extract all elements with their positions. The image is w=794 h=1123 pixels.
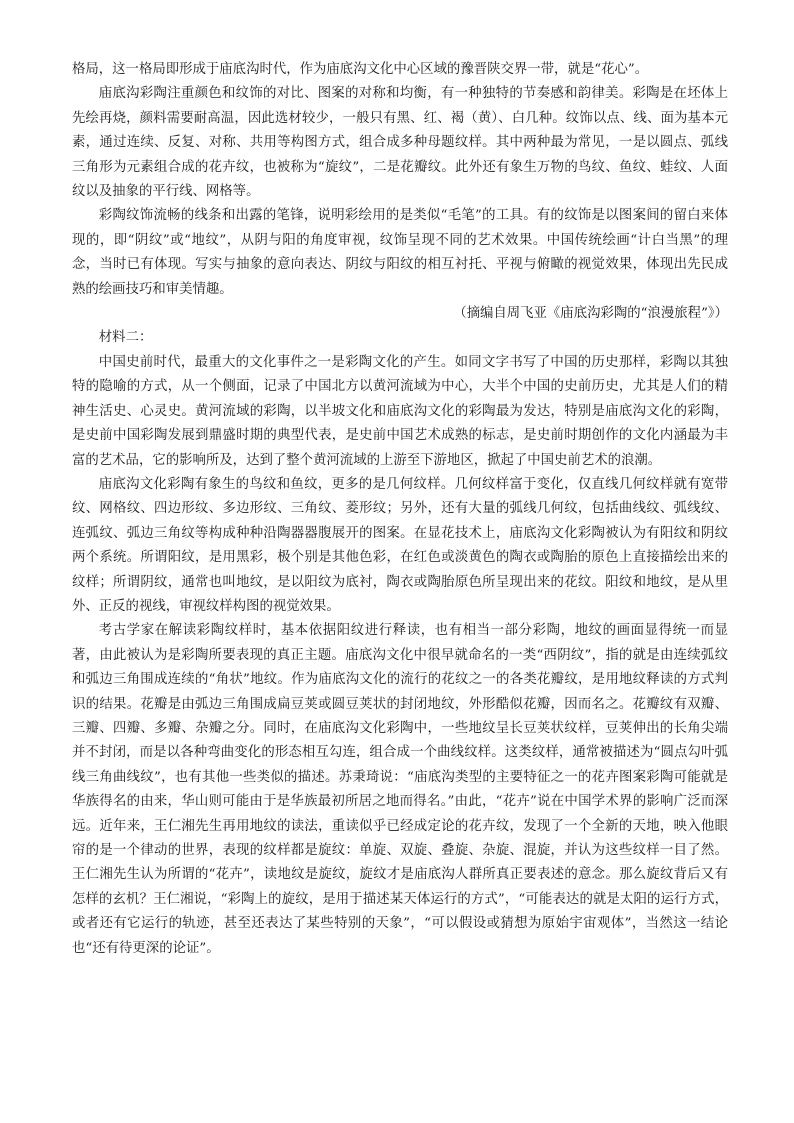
- paragraph-prehistoric-culture: 中国史前时代，最重大的文化事件之一是彩陶文化的产生。如同文字书写了中国的历史那样，彩陶以其独特的隐喻的方式，从一个侧面，记录了中国北方以黄河流域为中心，大半个中国的史前历史，尤其是人们的精神生活史、心灵史。黄河流域的彩陶，以半坡文化和庙底沟文化的彩陶最为发达，特别是庙底沟文化的彩陶，是史前中国彩陶发展到鼎盛时期的典型代表，是史前中国艺术成熟的标志，是史前时期创作的文化内涵最为丰富的艺术品，它的影响所及，达到了整个黄河流域的上游至下游地区，掀起了中国史前艺术的浪潮。: [72, 354, 728, 468]
- paragraph-brush-technique: 彩陶纹饰流畅的线条和出露的笔锋，说明彩绘用的是类似“毛笔”的工具。有的纹饰是以图案间的留白来体现的，即“阴纹”或“地纹”，从阴与阳的角度审视，纹饰呈现不同的艺术效果。中国传统绘画“计白当黑”的理念，当时已有体现。写实与抽象的意向表达、阴纹与阳纹的相互衬托、平视与俯瞰的视觉效果，体现出先民成熟的绘画技巧和审美情趣。: [72, 208, 728, 297]
- document-page: [72, 58, 728, 961]
- paragraph-continuation: 格局，这一格局即形成于庙底沟时代，作为庙底沟文化中心区域的豫晋陕交界一带，就是“花心”。: [72, 62, 649, 77]
- material-two-label: 材料二：: [98, 330, 153, 346]
- paragraph-ground-pattern-reading: 考古学家在解读彩陶纹样时，基本依据阳纹进行释读，也有相当一部分彩陶，地纹的画面显得统一而显著，由此被认为是彩陶所要表现的真正主题。庙底沟文化中很早就命名的一类“西阴纹”，指的就是由连续弧纹和弧边三角围成连续的“角状”地纹。作为庙底沟文化的流行的花纹之一的各类花瓣纹，是用地纹释读的方式判识的结果。花瓣是由弧边三角围成扁豆荚或圆豆荚状的封闭地纹，外形酷似花瓣，因而名之。花瓣纹有双瓣、三瓣、四瓣、多瓣、杂瓣之分。同时，在庙底沟文化彩陶中，一些地纹呈长豆荚状纹样，豆荚伸出的长角尖端并不封闭，而是以各种弯曲变化的形态相互勾连，组合成一个曲线纹样。这类纹样，通常被描述为“圆点勾叶弧线三角曲线纹”，也有其他一些类似的描述。苏秉琦说：“庙底沟类型的主要特征之一的花卉图案彩陶可能就是华族得名的由来，华山则可能由于是华族最初所居之地而得名。”由此，“花卉”说在中国学术界的影响广泛而深远。近年来，王仁湘先生再用地纹的读法，重读似乎已经成定论的花卉纹，发现了一个全新的天地，映入他眼帘的是一个律动的世界，表现的纹样都是旋纹：单旋、双旋、叠旋、杂旋、混旋，并认为这些纹样一目了然。王仁湘先生认为所谓的“花卉”，读地纹是旋纹，旋纹才是庙底沟人群所真正要表述的意念。那么旋纹背后又有怎样的玄机？王仁湘说，“彩陶上的旋纹，是用于描述某天体运行的方式”，“可能表达的就是太阳的运行方式，或者还有它运行的轨迹，甚至还表达了某些特别的天象”，“可以假设或猜想为原始宇宙观体”，当然这一结论也“还有待更深的论证”。: [72, 623, 728, 956]
- paragraph-geometric-patterns: 庙底沟文化彩陶有象生的鸟纹和鱼纹，更多的是几何纹样。几何纹样富于变化，仅直线几何纹样就有宽带纹、网格纹、四边形纹、多边形纹、三角纹、菱形纹；另外，还有大量的弧线几何纹，包括曲线纹、弧线纹、连弧纹、弧边三角纹等构成种种沿陶器器腹展开的图案。在显花技术上，庙底沟文化彩陶被认为有阳纹和阴纹两个系统。所谓阳纹，是用黑彩，极个别是其他色彩，在红色或淡黄色的陶衣或陶胎的原色上直接描绘出来的纹样；所谓阴纹，通常也叫地纹，是以阳纹为底衬，陶衣或陶胎原色所呈现出来的花纹。阳纹和地纹，是从里外、正反的视线，审视纹样构图的视觉效果。: [72, 476, 728, 614]
- source-citation: （摘编自周飞亚《庙底沟彩陶的“浪漫旅程”》）: [453, 306, 728, 322]
- paragraph-color-pattern: 庙底沟彩陶注重颜色和纹饰的对比、图案的对称和均衡，有一种独特的节奏感和韵律美。彩陶是在坯体上先绘再烧，颜料需要耐高温，因此选材较少，一般只有黑、红、褐（黄）、白几种。纹饰以点、线、面为基本元素，通过连续、反复、对称、共用等构图方式，组合成多种母题纹样。其中两种最为常见，一是以圆点、弧线三角形为元素组合成的花卉纹，也被称为“旋纹”，二是花瓣纹。此外还有象生万物的鸟纹、鱼纹、蛙纹、人面纹以及抽象的平行线、网格等。: [72, 86, 728, 200]
